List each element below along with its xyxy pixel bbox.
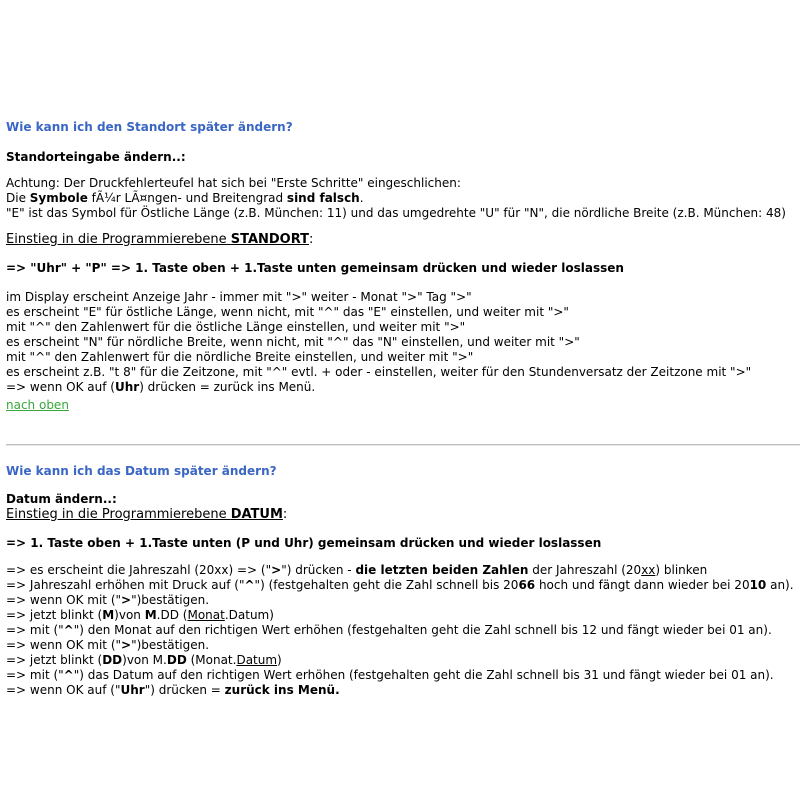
note-line-3: "E" ist das Symbol für Östliche Länge (z.B. München: 11) und das umgedrehte "U" für "N", die nördliche Breite (z.B. München: 48) — [6, 206, 786, 220]
entry-keyword: DATUM — [230, 507, 283, 522]
step-line: mit "^" den Zahlenwert für die nördliche Breite einstellen, und weiter mit ">" — [6, 350, 474, 364]
datum-entry-heading — [6, 507, 287, 522]
standort-entry-heading — [6, 232, 313, 247]
step-text: => jetzt blinkt ( — [6, 653, 103, 667]
entry-suffix: : — [282, 507, 288, 522]
entry-suffix: : — [309, 232, 314, 247]
step-text: ) blinken — [655, 563, 708, 577]
step-bold: die letzten beiden Zahlen — [355, 563, 529, 577]
datum-subtitle: Datum ändern..: — [6, 492, 117, 506]
step-text: => wenn OK auf ( — [6, 380, 115, 394]
step-text: ") drücken = — [144, 683, 225, 697]
step-bold: ^ — [63, 668, 74, 682]
step-line: es erscheint "E" für östliche Länge, wenn nicht, mit "^" das "E" einstellen, und weiter mit ">" — [6, 305, 569, 319]
step-line — [6, 668, 794, 683]
step-underline: xx — [641, 563, 656, 577]
step-text: )von — [114, 608, 145, 622]
standort-question-heading: Wie kann ich den Standort später ändern? — [6, 120, 293, 134]
step-line: mit "^" den Zahlenwert für die östliche Länge einstellen, und weiter mit ">" — [6, 320, 466, 334]
step-bold: 10 — [749, 578, 767, 592]
step-text: => wenn OK mit (" — [6, 593, 122, 607]
step-line — [6, 563, 794, 578]
step-line — [6, 608, 794, 623]
step-text: (Monat. — [186, 653, 237, 667]
entry-prefix: Einstieg in die Programmierebene — [6, 507, 231, 522]
entry-prefix: Einstieg in die Programmierebene — [6, 232, 231, 247]
step-bold: > — [121, 638, 132, 652]
step-text: ") den Monat auf den richtigen Wert erhöhen (festgehalten geht die Zahl schnell bis 12 und fängt wieder bei 01 an). — [73, 623, 772, 637]
step-bold: DD — [166, 653, 187, 667]
step-bold: DD — [102, 653, 123, 667]
step-line: es erscheint "N" für nördliche Breite, wenn nicht, mit "^" das "N" einstellen, und weiter mit ">" — [6, 335, 580, 349]
note-bold-symbole: Symbole — [29, 191, 88, 205]
step-line — [6, 683, 794, 698]
step-line: im Display erscheint Anzeige Jahr - immer mit ">" weiter - Monat ">" Tag ">" — [6, 290, 472, 304]
step-text: => wenn OK mit (" — [6, 638, 122, 652]
datum-command: => 1. Taste oben + 1.Taste unten (P und Uhr) gemeinsam drücken und wieder loslassen — [6, 536, 602, 550]
note-text: . — [359, 191, 364, 205]
entry-keyword: STANDORT — [230, 232, 310, 247]
step-text: der Jahreszahl (20 — [528, 563, 642, 577]
step-bold: 66 — [518, 578, 536, 592]
standort-steps — [6, 290, 751, 395]
step-text: => jetzt blinkt ( — [6, 608, 103, 622]
note-text: fÃ¼r LÃ¤ngen- und Breitengrad — [87, 191, 287, 205]
step-text: .DD ( — [156, 608, 188, 622]
section-divider — [6, 444, 800, 446]
step-text: ) drücken = zurück ins Menü. — [139, 380, 316, 394]
standort-subtitle: Standorteingabe ändern..: — [6, 150, 186, 164]
step-line-final — [6, 380, 751, 395]
step-bold: M — [144, 608, 157, 622]
step-text: ") (festgehalten geht die Zahl schnell bis 20 — [254, 578, 519, 592]
step-text: ") das Datum auf den richtigen Wert erhöhen (festgehalten geht die Zahl schnell bis 31 und fängt wieder bei 01 an). — [73, 668, 774, 682]
step-underline: Monat — [187, 608, 225, 622]
step-text: )von M. — [122, 653, 167, 667]
step-text: => mit (" — [6, 623, 64, 637]
step-bold: zurück ins Menü. — [224, 683, 340, 697]
step-bold: ^ — [63, 623, 74, 637]
step-text: ) — [277, 653, 282, 667]
note-line-2 — [6, 191, 786, 206]
step-line — [6, 653, 794, 668]
step-line — [6, 593, 794, 608]
step-bold: Uhr — [120, 683, 145, 697]
step-bold: > — [121, 593, 132, 607]
step-line — [6, 578, 794, 593]
note-line-1: Achtung: Der Druckfehlerteufel hat sich bei "Erste Schritte" eingeschlichen: — [6, 176, 461, 190]
step-text: an). — [766, 578, 794, 592]
step-bold: Uhr — [114, 380, 140, 394]
step-bold: ^ — [244, 578, 255, 592]
back-to-top-link[interactable]: nach oben — [6, 398, 69, 412]
step-line — [6, 623, 794, 638]
step-text: => mit (" — [6, 668, 64, 682]
step-bold: M — [102, 608, 115, 622]
standort-command: => "Uhr" + "P" => 1. Taste oben + 1.Taste unten gemeinsam drücken und wieder loslassen — [6, 261, 624, 275]
step-text: => Jahreszahl erhöhen mit Druck auf (" — [6, 578, 245, 592]
step-text: ")bestätigen. — [131, 593, 210, 607]
step-text: .Datum) — [224, 608, 274, 622]
step-line — [6, 638, 794, 653]
step-underline: Datum — [236, 653, 278, 667]
note-text: Die — [6, 191, 30, 205]
step-text: ") drücken - — [281, 563, 356, 577]
note-bold-falsch: sind falsch — [286, 191, 360, 205]
step-text: => wenn OK auf (" — [6, 683, 121, 697]
datum-steps — [6, 563, 794, 698]
datum-question-heading: Wie kann ich das Datum später ändern? — [6, 464, 277, 478]
step-line: es erscheint z.B. "t 8" für die Zeitzone, mit "^" evtl. + oder - einstellen, weiter für den Stundenversatz der Zeitzone mit ">" — [6, 365, 752, 379]
step-text: hoch und fängt dann wieder bei 20 — [535, 578, 750, 592]
step-text: ")bestätigen. — [131, 638, 210, 652]
step-bold: > — [271, 563, 282, 577]
step-text: => es erscheint die Jahreszahl (20xx) => (" — [6, 563, 272, 577]
standort-note — [6, 176, 786, 221]
